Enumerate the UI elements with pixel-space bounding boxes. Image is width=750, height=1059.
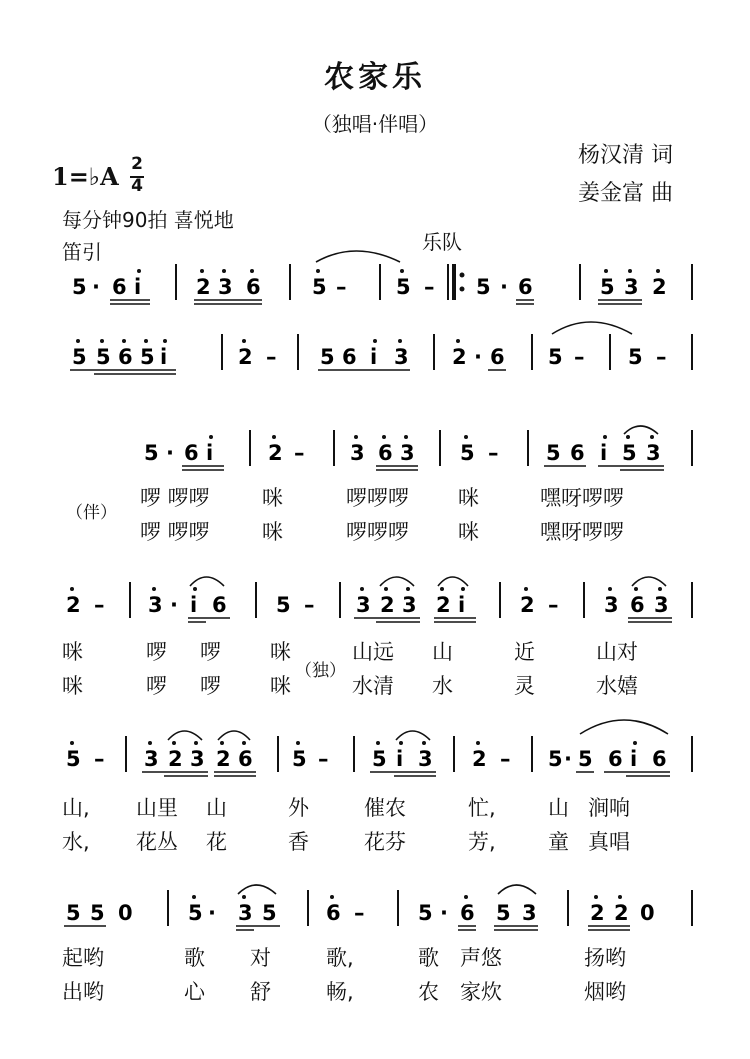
lyric: 声悠	[460, 946, 502, 970]
note: 6	[570, 441, 585, 465]
note-dot: ·	[564, 747, 572, 771]
lyric: 水嬉	[596, 674, 638, 698]
note: 6	[238, 747, 253, 771]
note: 5	[188, 901, 203, 925]
note: i	[600, 441, 608, 465]
note: 6	[652, 747, 667, 771]
note: 3	[350, 441, 365, 465]
lyric: 花丛	[136, 830, 178, 854]
note: 6	[326, 901, 341, 925]
note: 6	[608, 747, 623, 771]
lyric: 畅,	[326, 980, 354, 1004]
lyric: 童	[548, 830, 569, 854]
lyric: 咪	[62, 640, 83, 664]
note: 2	[652, 275, 667, 299]
note: 3	[654, 593, 669, 617]
note: 2	[452, 345, 467, 369]
lyric: 山	[206, 796, 227, 820]
dash: –	[354, 901, 365, 925]
note: 2	[520, 593, 535, 617]
note: i	[206, 441, 214, 465]
lyric: 近	[514, 640, 535, 664]
note-dot: ·	[474, 345, 482, 369]
note: 3	[394, 345, 409, 369]
note: 2	[168, 747, 183, 771]
dash: –	[94, 593, 105, 617]
note: 5	[66, 747, 81, 771]
note: i	[190, 593, 198, 617]
dash: –	[294, 441, 305, 465]
lyric: 扬哟	[584, 946, 626, 970]
note: 2	[472, 747, 487, 771]
note-dot: ·	[500, 275, 508, 299]
dash: –	[424, 275, 435, 299]
lyric: 啰	[200, 674, 221, 698]
note: 5	[600, 275, 615, 299]
note: 6	[212, 593, 227, 617]
lyric: 心	[184, 980, 205, 1004]
note: 2	[590, 901, 605, 925]
lyric: 啰啰啰	[346, 520, 409, 544]
note-dot: ·	[170, 593, 178, 617]
note: i	[160, 345, 168, 369]
lyric: 歌,	[326, 946, 354, 970]
lyric: 花芬	[364, 830, 406, 854]
time-signature-top: 2	[131, 154, 143, 174]
note: 2	[238, 345, 253, 369]
composer-credit: 姜金富 曲	[578, 181, 673, 206]
time-signature-bottom: 4	[131, 176, 143, 196]
lyric: 忙,	[468, 796, 496, 820]
intro-label: 笛引	[62, 240, 102, 264]
dash: –	[336, 275, 347, 299]
lyric: 农	[418, 980, 439, 1004]
note-dot: ·	[440, 901, 448, 925]
lyric: 涧响	[588, 796, 630, 820]
note: 6	[490, 345, 505, 369]
note: 3	[418, 747, 433, 771]
note: 5	[262, 901, 277, 925]
lyric: 咪	[270, 640, 291, 664]
lyric: 歌	[418, 946, 439, 970]
note: 3	[522, 901, 537, 925]
lyricist-credit: 杨汉清 词	[578, 143, 673, 168]
note: i	[370, 345, 378, 369]
note: 2	[216, 747, 231, 771]
note: 5	[276, 593, 291, 617]
lyric: 啰 啰啰	[140, 486, 210, 510]
lyric: 催农	[364, 796, 406, 820]
lyric: 花	[206, 830, 227, 854]
note: 5	[628, 345, 643, 369]
lyric: 山	[432, 640, 453, 664]
note: 2	[196, 275, 211, 299]
dash: –	[574, 345, 585, 369]
note: i	[134, 275, 142, 299]
tempo-marking: 每分钟90拍 喜悦地	[62, 208, 234, 232]
lyric: 起哟	[62, 946, 104, 970]
note: 6	[112, 275, 127, 299]
note: 5	[312, 275, 327, 299]
note: 6	[630, 593, 645, 617]
dash: –	[488, 441, 499, 465]
note: 6	[342, 345, 357, 369]
lyric: 咪	[458, 486, 479, 510]
note: 6	[184, 441, 199, 465]
note: 3	[144, 747, 159, 771]
note: 2	[436, 593, 451, 617]
note: 5	[546, 441, 561, 465]
lyric: 对	[250, 946, 271, 970]
note: 5	[320, 345, 335, 369]
note: i	[458, 593, 466, 617]
note: 5	[66, 901, 81, 925]
band-label: 乐队	[422, 230, 462, 254]
key-signature: 1=♭A	[52, 162, 119, 191]
note: 5	[96, 345, 111, 369]
lyric: 啰 啰啰	[140, 520, 210, 544]
lyric: 咪	[262, 520, 283, 544]
lyric: 芳,	[468, 830, 496, 854]
lyric: 家炊	[460, 980, 502, 1004]
lyric: 嘿呀啰啰	[540, 520, 624, 544]
note: 3	[402, 593, 417, 617]
note: i	[630, 747, 638, 771]
note: 5	[144, 441, 159, 465]
solo-label: （独）	[295, 661, 346, 681]
note: 3	[356, 593, 371, 617]
lyric: 山远	[352, 640, 394, 664]
lyric: 香	[288, 830, 309, 854]
note: 5	[72, 345, 87, 369]
note: 5	[460, 441, 475, 465]
note: 2	[268, 441, 283, 465]
note: 3	[218, 275, 233, 299]
lyric: 山里	[136, 796, 178, 820]
notation-system-5	[66, 720, 692, 776]
lyric: 歌	[184, 946, 205, 970]
note: 2	[380, 593, 395, 617]
note: 6	[460, 901, 475, 925]
lyric: 山,	[62, 796, 90, 820]
note: 2	[66, 593, 81, 617]
note: 3	[238, 901, 253, 925]
song-title: 农家乐	[324, 60, 426, 95]
lyric: 咪	[62, 674, 83, 698]
rest: 0	[640, 901, 655, 925]
lyric: 嘿呀啰啰	[540, 486, 624, 510]
dash: –	[500, 747, 511, 771]
lyric: 啰	[200, 640, 221, 664]
lyric: 水清	[352, 674, 394, 698]
lyric: 山	[548, 796, 569, 820]
note: 5	[622, 441, 637, 465]
note: 5	[476, 275, 491, 299]
lyric: 烟哟	[584, 980, 626, 1004]
note: 5	[90, 901, 105, 925]
lyric: 啰	[146, 674, 167, 698]
note: 5	[496, 901, 511, 925]
note: 5	[418, 901, 433, 925]
note: 3	[148, 593, 163, 617]
note: 3	[400, 441, 415, 465]
note-dot: ·	[92, 275, 100, 299]
note: 5	[72, 275, 87, 299]
note: 5	[292, 747, 307, 771]
lyric: 灵	[514, 674, 535, 698]
lyric: 出哟	[62, 980, 104, 1004]
note: 6	[246, 275, 261, 299]
notation-system-2	[70, 322, 692, 374]
lyric: 咪	[262, 486, 283, 510]
lyric: 舒	[250, 980, 271, 1004]
performance-type: （独唱·伴唱）	[311, 112, 439, 136]
lyric: 水	[432, 674, 453, 698]
note: i	[396, 747, 404, 771]
dash: –	[318, 747, 329, 771]
note: 5	[578, 747, 593, 771]
dash: –	[94, 747, 105, 771]
lyric: 真唱	[588, 830, 630, 854]
lyric: 啰	[146, 640, 167, 664]
note: 3	[604, 593, 619, 617]
accompany-label: （伴）	[66, 503, 117, 523]
note: 2	[614, 901, 629, 925]
lyric: 水,	[62, 830, 90, 854]
note: 6	[518, 275, 533, 299]
note-dot: ·	[166, 441, 174, 465]
note: 5	[140, 345, 155, 369]
note-dot: ·	[208, 901, 216, 925]
note: 6	[118, 345, 133, 369]
lyric: 咪	[458, 520, 479, 544]
note: 5	[396, 275, 411, 299]
note: 5	[548, 345, 563, 369]
notation-system-1	[72, 251, 692, 304]
lyric: 外	[288, 796, 309, 820]
dash: –	[266, 345, 277, 369]
note: 3	[190, 747, 205, 771]
lyric: 咪	[270, 674, 291, 698]
dash: –	[656, 345, 667, 369]
notation-system-3	[144, 426, 692, 470]
dash: –	[304, 593, 315, 617]
notation-system-6	[64, 885, 692, 930]
notation-system-4	[66, 577, 692, 622]
note: 5	[548, 747, 563, 771]
note: 5	[372, 747, 387, 771]
note: 6	[378, 441, 393, 465]
rest: 0	[118, 901, 133, 925]
note: 3	[646, 441, 661, 465]
lyric: 山对	[596, 640, 638, 664]
dash: –	[548, 593, 559, 617]
lyric: 啰啰啰	[346, 486, 409, 510]
note: 3	[624, 275, 639, 299]
